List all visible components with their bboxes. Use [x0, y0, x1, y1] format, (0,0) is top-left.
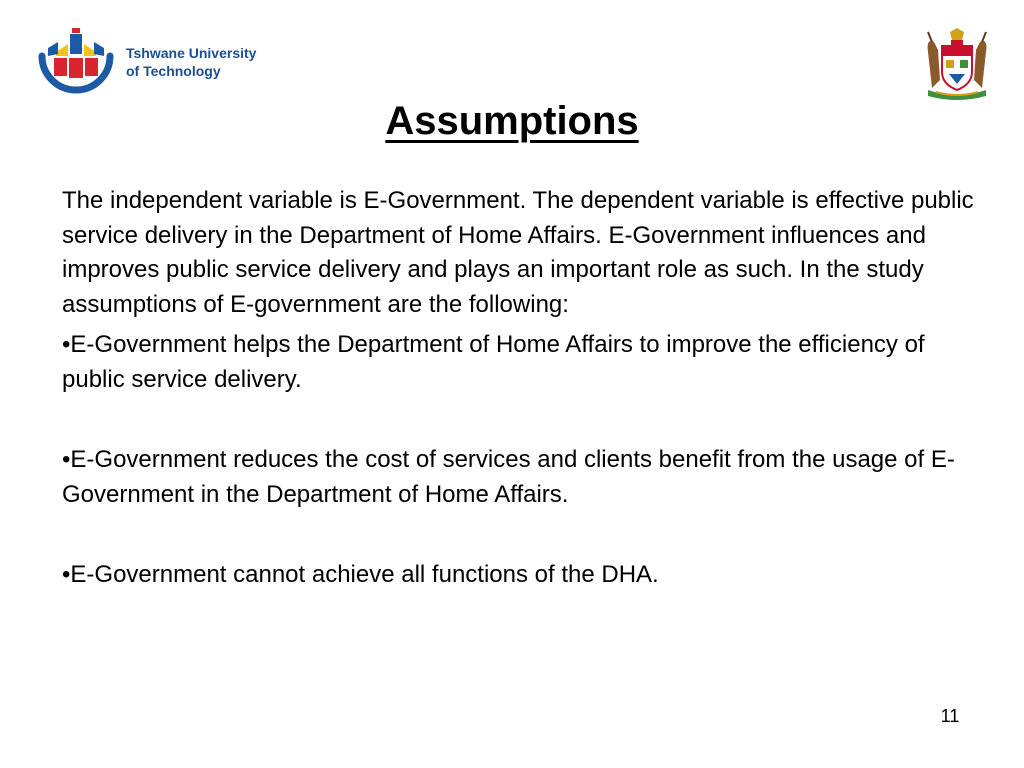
- slide-body: [62, 184, 982, 599]
- university-wordmark: [126, 44, 256, 80]
- university-logo: [34, 28, 294, 96]
- university-name-line1: Tshwane University: [126, 45, 257, 61]
- slide-title: Assumptions: [385, 99, 639, 143]
- bullet-item-2: •E-Government reduces the cost of services and clients benefit from the usage of E-Government in the Department of Home Affairs.: [62, 446, 955, 508]
- bullet-item-1: •E-Government helps the Department of Home Affairs to improve the efficiency of public service delivery.: [62, 331, 925, 393]
- bullet-item-3: •E-Government cannot achieve all functions of the DHA.: [62, 561, 659, 588]
- coat-of-arms-icon: [922, 28, 992, 102]
- university-name-line2: of Technology: [126, 63, 221, 79]
- intro-paragraph: The independent variable is E-Government. The dependent variable is effective public service delivery in the Department of Home Affairs. E-Government influences and improves public service delivery and plays an important role as such. In the study assumptions of E-government are the following:: [62, 187, 974, 318]
- university-logo-icon: [34, 28, 118, 96]
- page-number: 11: [940, 706, 960, 726]
